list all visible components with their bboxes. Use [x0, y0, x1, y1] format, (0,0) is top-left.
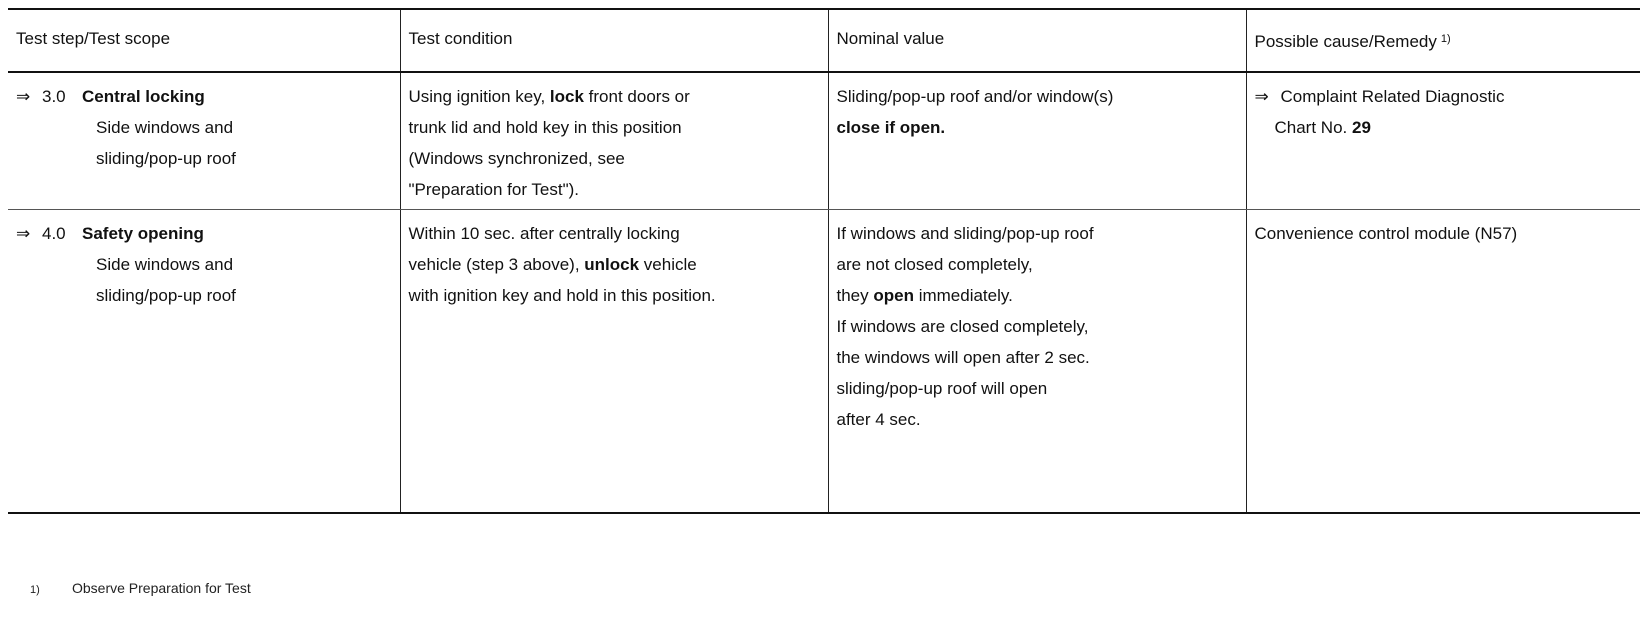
chart-label: Chart No. [1274, 118, 1352, 137]
footnote-reference: 1) [1440, 33, 1451, 45]
header-possible-cause [1246, 9, 1640, 72]
condition-text: Using ignition key, [408, 87, 550, 106]
arrow-right-icon: ⇒ [16, 87, 31, 106]
nominal-line: close if open. [836, 118, 946, 137]
step-scope-line: Side windows and [96, 118, 234, 137]
header-test-condition [400, 9, 828, 72]
test-step-cell [8, 210, 400, 514]
step-title: Central locking [82, 87, 205, 106]
footnote-text: Observe Preparation for Test [72, 580, 251, 596]
nominal-line: are not closed completely, [836, 255, 1033, 274]
step-scope-line: sliding/pop-up roof [96, 286, 236, 305]
test-condition-cell [400, 72, 828, 210]
nominal-value-cell [828, 72, 1246, 210]
nominal-value-cell [828, 210, 1246, 514]
footnote-mark: 1) [30, 584, 40, 596]
nominal-text: immediately. [913, 286, 1013, 305]
condition-line [409, 249, 828, 280]
condition-line: trunk lid and hold key in this position [408, 118, 682, 137]
table-header [8, 9, 1640, 72]
nominal-line: Sliding/pop-up roof and/or window(s) [836, 87, 1114, 106]
header-test-condition-label: Test condition [408, 29, 513, 48]
table-row [8, 210, 1640, 514]
cause-text: Convenience control module (N57) [1254, 224, 1518, 243]
condition-line: with ignition key and hold in this position. [408, 286, 716, 305]
condition-line: "Preparation for Test"). [408, 180, 579, 199]
nominal-line: after 4 sec. [836, 410, 921, 429]
header-possible-cause-label: Possible cause/Remedy [1254, 32, 1437, 51]
condition-text: front doors or [583, 87, 690, 106]
table-row [8, 72, 1640, 210]
possible-cause-cell [1246, 210, 1640, 514]
condition-keyword: lock [549, 87, 584, 106]
diagnostic-table [8, 8, 1640, 514]
header-test-step-label: Test step/Test scope [16, 29, 171, 48]
step-scope-line: sliding/pop-up roof [96, 149, 236, 168]
nominal-line: If windows and sliding/pop-up roof [836, 224, 1094, 243]
arrow-right-icon: ⇒ [1254, 87, 1269, 106]
nominal-line [837, 280, 1246, 311]
step-number: 3.0 [42, 87, 66, 106]
condition-text: vehicle (step 3 above), [408, 255, 585, 274]
nominal-line: the windows will open after 2 sec. [836, 348, 1090, 367]
test-condition-cell [400, 210, 828, 514]
condition-keyword: unlock [584, 255, 640, 274]
nominal-line: If windows are closed completely, [836, 317, 1089, 336]
step-title: Safety opening [82, 224, 204, 243]
step-number: 4.0 [42, 224, 66, 243]
condition-line: (Windows synchronized, see [408, 149, 625, 168]
nominal-line: sliding/pop-up roof will open [836, 379, 1048, 398]
nominal-text: they [836, 286, 874, 305]
step-scope-line: Side windows and [96, 255, 234, 274]
footnote [30, 580, 251, 596]
test-step-cell [8, 72, 400, 210]
possible-cause-cell [1246, 72, 1640, 210]
chart-reference [1255, 112, 1641, 143]
arrow-right-icon: ⇒ [16, 224, 31, 243]
chart-number: 29 [1351, 118, 1371, 137]
condition-line [409, 81, 828, 112]
header-nominal-value-label: Nominal value [836, 29, 945, 48]
condition-line: Within 10 sec. after centrally locking [408, 224, 680, 243]
cause-link-text: Complaint Related Diagnostic [1280, 87, 1505, 106]
header-test-step [8, 9, 400, 72]
nominal-keyword: open [873, 286, 914, 305]
header-nominal-value [828, 9, 1246, 72]
condition-text: vehicle [639, 255, 697, 274]
